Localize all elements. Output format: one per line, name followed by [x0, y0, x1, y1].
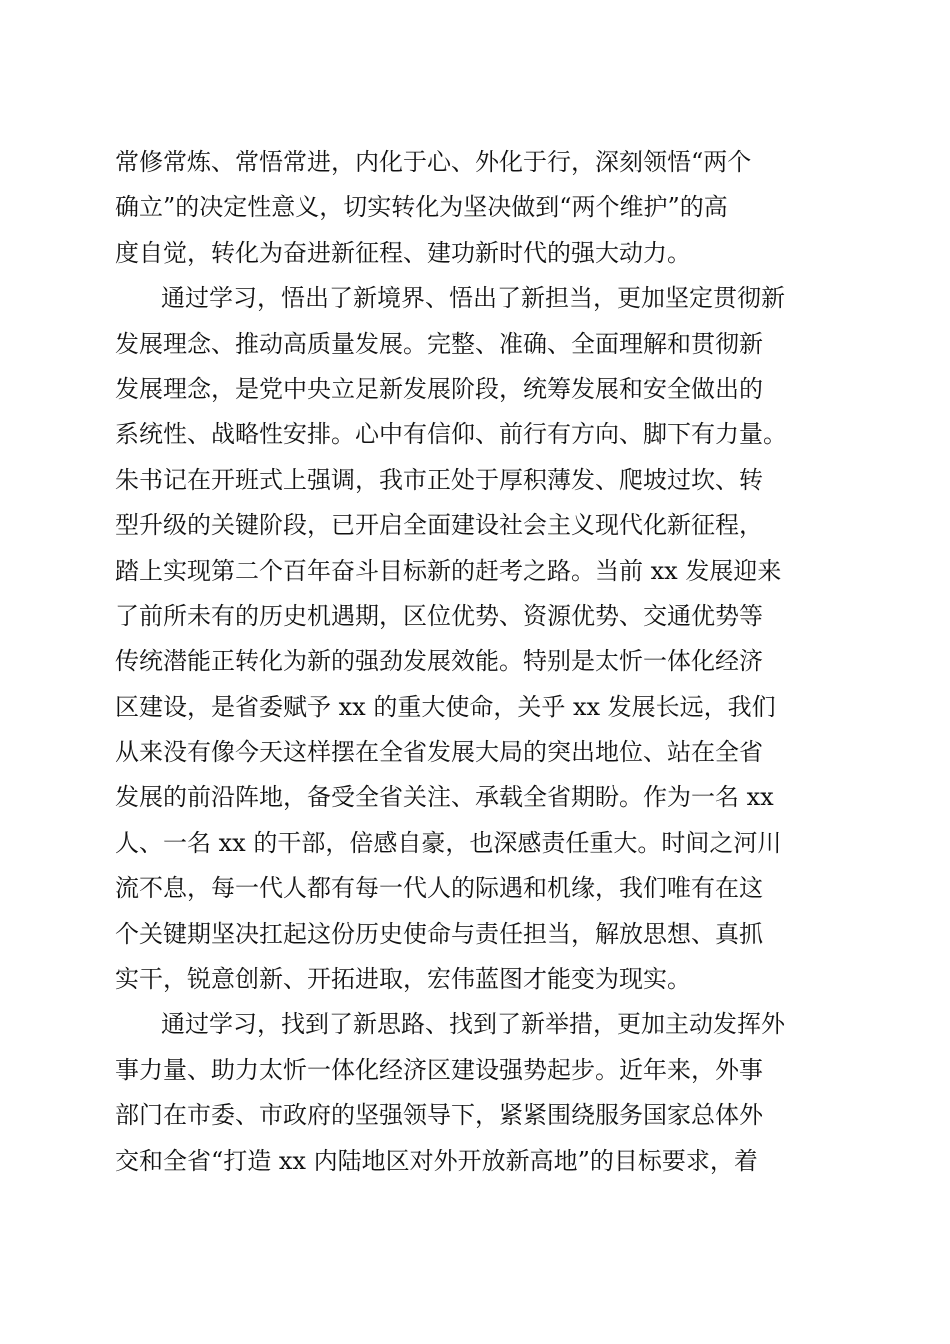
text-line: 踏上实现第二个百年奋斗目标新的赶考之路。当前 xx 发展迎来 [115, 556, 782, 585]
text-line: 人、一名 xx 的干部，倍感自豪，也深感责任重大。时间之河川 [115, 828, 782, 857]
text-line: 从来没有像今天这样摆在全省发展大局的突出地位、站在全省 [115, 738, 763, 767]
text-line: 型升级的关键阶段，已开启全面建设社会主义现代化新征程， [115, 511, 763, 540]
text-line: 系统性、战略性安排。心中有信仰、前行有方向、脚下有力量。 [115, 420, 787, 449]
paragraph-3 [115, 1002, 845, 1184]
text-line: 发展的前沿阵地，备受全省关注、承载全省期盼。作为一名 xx [115, 783, 774, 812]
text-line: 发展理念，是党中央立足新发展阶段，统筹发展和安全做出的 [115, 374, 763, 403]
text-line: 实干，锐意创新、开拓进取，宏伟蓝图才能变为现实。 [115, 965, 691, 994]
text-line: 部门在市委、市政府的坚强领导下，紧紧围绕服务国家总体外 [115, 1101, 763, 1130]
text-line: 度自觉，转化为奋进新征程、建功新时代的强大动力。 [115, 238, 691, 267]
text-line: 交和全省“打造 xx 内陆地区对外开放新高地”的目标要求，着 [115, 1146, 758, 1175]
paragraph-2 [115, 276, 845, 1002]
text-line: 区建设，是省委赋予 xx 的重大使命，关乎 xx 发展长远，我们 [115, 692, 776, 721]
text-line: 通过学习，悟出了新境界、悟出了新担当，更加坚定贯彻新 [161, 284, 785, 313]
text-line: 了前所未有的历史机遇期，区位优势、资源优势、交通优势等 [115, 601, 763, 630]
text-line: 事力量、助力太忻一体化经济区建设强势起步。近年来，外事 [115, 1055, 763, 1084]
text-line: 通过学习，找到了新思路、找到了新举措，更加主动发挥外 [161, 1010, 785, 1039]
text-line: 确立”的决定性意义，切实转化为坚决做到“两个维护”的高 [115, 193, 728, 222]
text-line: 朱书记在开班式上强调，我市正处于厚积薄发、爬坡过坎、转 [115, 465, 763, 494]
text-line: 发展理念、推动高质量发展。完整、准确、全面理解和贯彻新 [115, 329, 763, 358]
document-body [115, 140, 845, 1184]
paragraph-1 [115, 140, 845, 276]
text-line: 流不息，每一代人都有每一代人的际遇和机缘，我们唯有在这 [115, 874, 763, 903]
text-line: 传统潜能正转化为新的强劲发展效能。特别是太忻一体化经济 [115, 647, 763, 676]
text-line: 个关键期坚决扛起这份历史使命与责任担当，解放思想、真抓 [115, 919, 763, 948]
text-line: 常修常炼、常悟常进，内化于心、外化于行，深刻领悟“两个 [115, 148, 752, 176]
